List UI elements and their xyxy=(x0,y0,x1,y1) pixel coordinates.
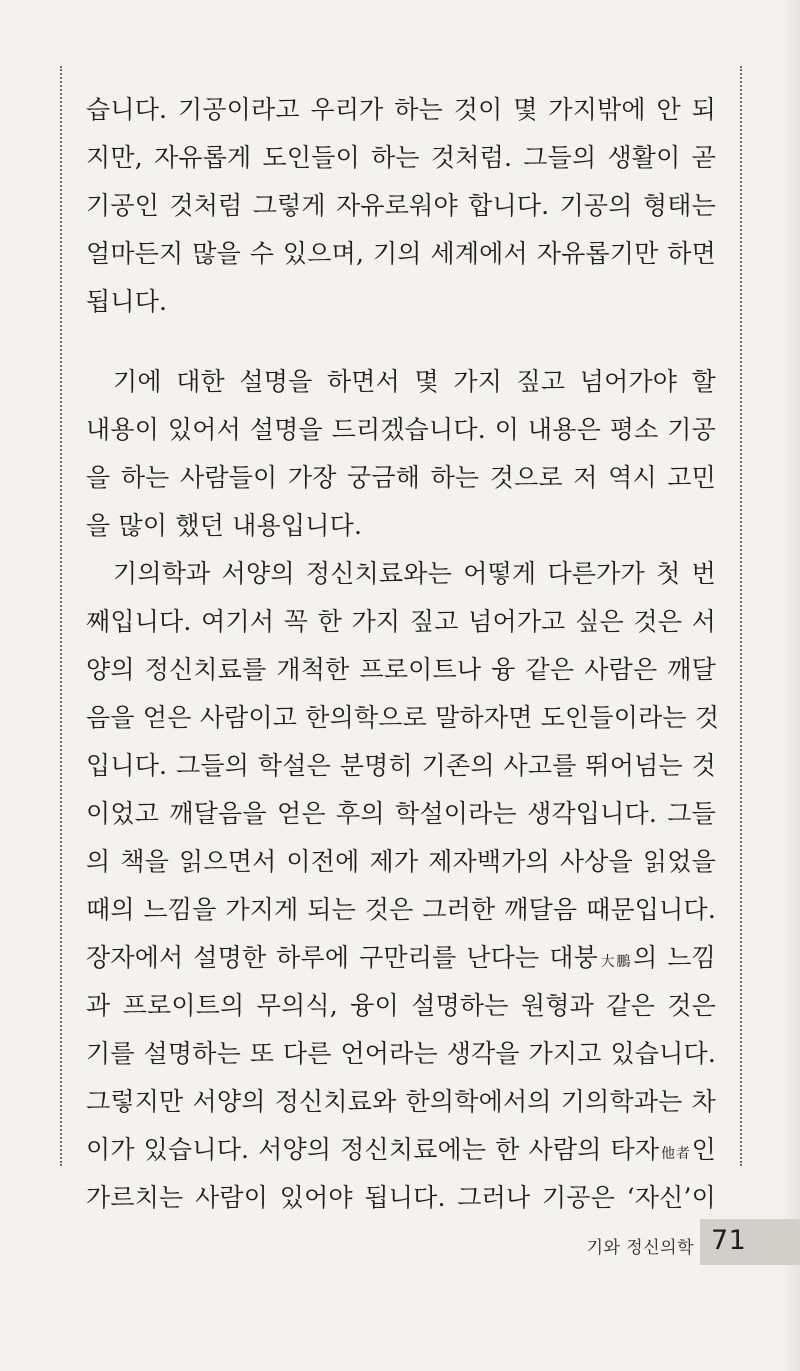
text-line xyxy=(86,1126,716,1174)
hanja-gloss: 他者 xyxy=(660,1146,691,1162)
text-line: 내용이 있어서 설명을 드리겠습니다. 이 내용은 평소 기공 xyxy=(86,415,716,444)
text-line: 기공인 것처럼 그렇게 자유로워야 합니다. 기공의 형태는 xyxy=(86,191,716,220)
text-line: 얼마든지 많을 수 있으며, 기의 세계에서 자유롭기만 하면 xyxy=(86,239,716,268)
text-segment: 이가 있습니다. 서양의 정신치료에는 한 사람의 타자 xyxy=(86,1135,660,1164)
text-line: 때의 느낌을 가지게 되는 것은 그러한 깨달음 때문입니다. xyxy=(86,895,716,924)
hanja-gloss: 大鵬 xyxy=(598,954,633,970)
text-line: 지만, 자유롭게 도인들이 하는 것처럼. 그들의 생활이 곧 xyxy=(86,143,716,172)
text-segment: 의 느낌 xyxy=(633,943,717,972)
text-line: 의 책을 읽으면서 이전에 제가 제자백가의 사상을 읽었을 xyxy=(86,847,716,876)
text-line: 기에 대한 설명을 하면서 몇 가지 짚고 넘어가야 할 xyxy=(113,367,716,396)
right-dotted-border xyxy=(740,66,742,1166)
text-line: 그렇지만 서양의 정신치료와 한의학에서의 기의학과는 차 xyxy=(86,1087,716,1116)
paragraph-1 xyxy=(86,86,716,326)
text-segment: 인 xyxy=(691,1135,716,1164)
text-line: 양의 정신치료를 개척한 프로이트나 융 같은 사람은 깨달 xyxy=(86,655,716,684)
text-line: 을 많이 했던 내용입니다. xyxy=(86,511,363,540)
text-line: 기의학과 서양의 정신치료와는 어떻게 다른가가 첫 번 xyxy=(113,559,716,588)
body-text xyxy=(86,86,720,1222)
text-line: 입니다. 그들의 학설은 분명히 기존의 사고를 뛰어넘는 것 xyxy=(86,751,716,780)
paragraph-gap xyxy=(86,326,716,358)
page-edge-shadow xyxy=(782,0,800,1371)
text-line: 을 하는 사람들이 가장 궁금해 하는 것으로 저 역시 고민 xyxy=(86,463,716,492)
paragraph-3 xyxy=(86,550,720,1222)
text-segment: 장자에서 설명한 하루에 구만리를 난다는 대붕 xyxy=(86,943,598,972)
text-line: 가르치는 사람이 있어야 됩니다. 그러나 기공은 ‘자신’이 xyxy=(86,1183,716,1212)
text-line: 이었고 깨달음을 얻은 후의 학설이라는 생각입니다. 그들 xyxy=(86,799,716,828)
running-footer-title: 기와 정신의학 xyxy=(586,1238,694,1258)
text-line: 습니다. 기공이라고 우리가 하는 것이 몇 가지밖에 안 되 xyxy=(86,95,716,124)
paragraph-2 xyxy=(86,358,716,550)
text-line: 과 프로이트의 무의식, 융이 설명하는 원형과 같은 것은 xyxy=(86,991,716,1020)
text-line: 음을 얻은 사람이고 한의학으로 말하자면 도인들이라는 것 xyxy=(86,703,720,732)
left-dotted-border xyxy=(60,66,62,1166)
text-line: 됩니다. xyxy=(86,287,168,316)
text-line: 째입니다. 여기서 꼭 한 가지 짚고 넘어가고 싶은 것은 서 xyxy=(86,607,716,636)
page-number-tab xyxy=(700,1219,800,1265)
text-line: 기를 설명하는 또 다른 언어라는 생각을 가지고 있습니다. xyxy=(86,1039,716,1068)
page-number: 71 xyxy=(711,1225,747,1256)
text-line xyxy=(86,934,716,982)
